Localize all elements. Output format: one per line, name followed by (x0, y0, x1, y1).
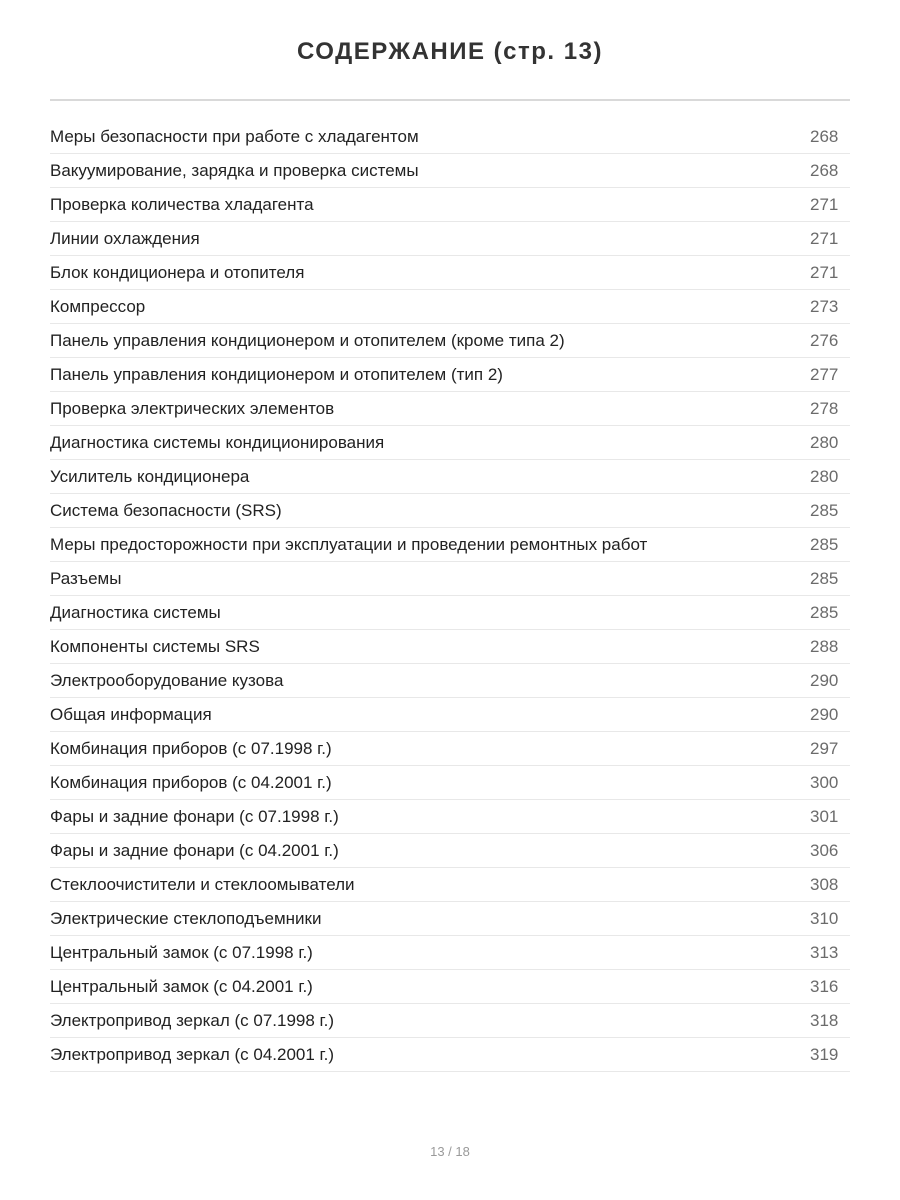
toc-entry-title: Комбинация приборов (с 07.1998 г.) (50, 738, 332, 758)
toc-entry-page-number: 301 (810, 806, 839, 826)
toc-entry-title: Разъемы (50, 568, 122, 588)
toc-entry-page-number: 316 (810, 976, 839, 996)
toc-entry-page-number: 277 (810, 364, 839, 384)
toc-entry-title: Фары и задние фонари (с 04.2001 г.) (50, 840, 339, 860)
toc-entry-page-number: 271 (810, 262, 839, 282)
toc-entry-page-number: 268 (810, 126, 839, 146)
toc-entry-title: Центральный замок (с 04.2001 г.) (50, 976, 313, 996)
toc-entry[interactable] (50, 732, 850, 766)
toc-entry[interactable] (50, 596, 850, 630)
toc-entry-page-number: 268 (810, 160, 839, 180)
toc-entry[interactable] (50, 392, 850, 426)
toc-entry[interactable] (50, 528, 850, 562)
toc-entry[interactable] (50, 154, 850, 188)
toc-entry[interactable] (50, 426, 850, 460)
toc-entry-page-number: 280 (810, 432, 839, 452)
title-divider (50, 99, 850, 101)
toc-entry-page-number: 271 (810, 228, 839, 248)
toc-entry-page-number: 288 (810, 636, 839, 656)
toc-entry-title: Электропривод зеркал (с 04.2001 г.) (50, 1044, 335, 1064)
toc-entry-title: Компрессор (50, 296, 146, 316)
toc-entry-title: Общая информация (50, 704, 212, 724)
toc-entry-page-number: 306 (810, 840, 839, 860)
toc-entry-title: Диагностика системы кондиционирования (50, 432, 385, 452)
toc-entry[interactable] (50, 222, 850, 256)
toc-entry[interactable] (50, 664, 850, 698)
toc-entry-page-number: 290 (810, 704, 839, 724)
toc-list (50, 120, 850, 1072)
toc-entry[interactable] (50, 698, 850, 732)
toc-entry[interactable] (50, 800, 850, 834)
toc-entry[interactable] (50, 290, 850, 324)
toc-entry-page-number: 285 (810, 534, 839, 554)
toc-entry-title: Проверка электрических элементов (50, 398, 335, 418)
toc-entry-page-number: 285 (810, 568, 839, 588)
toc-entry-title: Панель управления кондиционером и отопителем (тип 2) (50, 364, 503, 384)
toc-entry-title: Усилитель кондиционера (50, 466, 250, 486)
toc-entry-title: Меры безопасности при работе с хладагентом (50, 126, 419, 146)
toc-entry[interactable] (50, 460, 850, 494)
toc-entry[interactable] (50, 358, 850, 392)
toc-entry[interactable] (50, 868, 850, 902)
toc-entry-page-number: 273 (810, 296, 839, 316)
toc-entry-page-number: 313 (810, 942, 839, 962)
toc-entry-title: Компоненты системы SRS (50, 636, 260, 656)
toc-entry-page-number: 276 (810, 330, 839, 350)
toc-entry[interactable] (50, 902, 850, 936)
toc-entry-title: Электропривод зеркал (с 07.1998 г.) (50, 1010, 335, 1030)
toc-entry-page-number: 319 (810, 1044, 839, 1064)
toc-entry[interactable] (50, 188, 850, 222)
toc-entry-title: Блок кондиционера и отопителя (50, 262, 305, 282)
toc-entry[interactable] (50, 256, 850, 290)
toc-entry-page-number: 271 (810, 194, 839, 214)
toc-entry-page-number: 300 (810, 772, 839, 792)
toc-entry-title: Центральный замок (с 07.1998 г.) (50, 942, 313, 962)
toc-entry-title: Диагностика системы (50, 602, 221, 622)
toc-entry-page-number: 308 (810, 874, 839, 894)
toc-entry[interactable] (50, 324, 850, 358)
toc-entry[interactable] (50, 1038, 850, 1072)
toc-entry-page-number: 280 (810, 466, 839, 486)
toc-entry-page-number: 290 (810, 670, 839, 690)
toc-entry[interactable] (50, 630, 850, 664)
page-title: СОДЕРЖАНИЕ (стр. 13) (297, 38, 603, 65)
toc-entry-page-number: 278 (810, 398, 839, 418)
toc-entry[interactable] (50, 120, 850, 154)
toc-entry[interactable] (50, 834, 850, 868)
toc-entry-title: Вакуумирование, зарядка и проверка системы (50, 160, 419, 180)
toc-entry[interactable] (50, 494, 850, 528)
toc-entry-title: Электрооборудование кузова (50, 670, 284, 690)
toc-entry[interactable] (50, 936, 850, 970)
toc-entry[interactable] (50, 970, 850, 1004)
toc-entry-title: Электрические стеклоподъемники (50, 908, 322, 928)
toc-entry-title: Комбинация приборов (с 04.2001 г.) (50, 772, 332, 792)
page-indicator: 13 / 18 (430, 1144, 470, 1159)
toc-entry-title: Стеклоочистители и стеклоомыватели (50, 874, 355, 894)
toc-entry-title: Система безопасности (SRS) (50, 500, 282, 520)
toc-entry-page-number: 318 (810, 1010, 839, 1030)
toc-entry[interactable] (50, 766, 850, 800)
toc-entry-page-number: 310 (810, 908, 839, 928)
toc-entry-title: Линии охлаждения (50, 228, 200, 248)
toc-entry-page-number: 297 (810, 738, 839, 758)
toc-entry-title: Проверка количества хладагента (50, 194, 314, 214)
toc-entry-page-number: 285 (810, 602, 839, 622)
toc-entry-title: Меры предосторожности при эксплуатации и проведении ремонтных работ (50, 534, 648, 554)
toc-entry-title: Панель управления кондиционером и отопителем (кроме типа 2) (50, 330, 565, 350)
toc-entry[interactable] (50, 562, 850, 596)
toc-entry-page-number: 285 (810, 500, 839, 520)
toc-entry-title: Фары и задние фонари (с 07.1998 г.) (50, 806, 339, 826)
toc-entry[interactable] (50, 1004, 850, 1038)
